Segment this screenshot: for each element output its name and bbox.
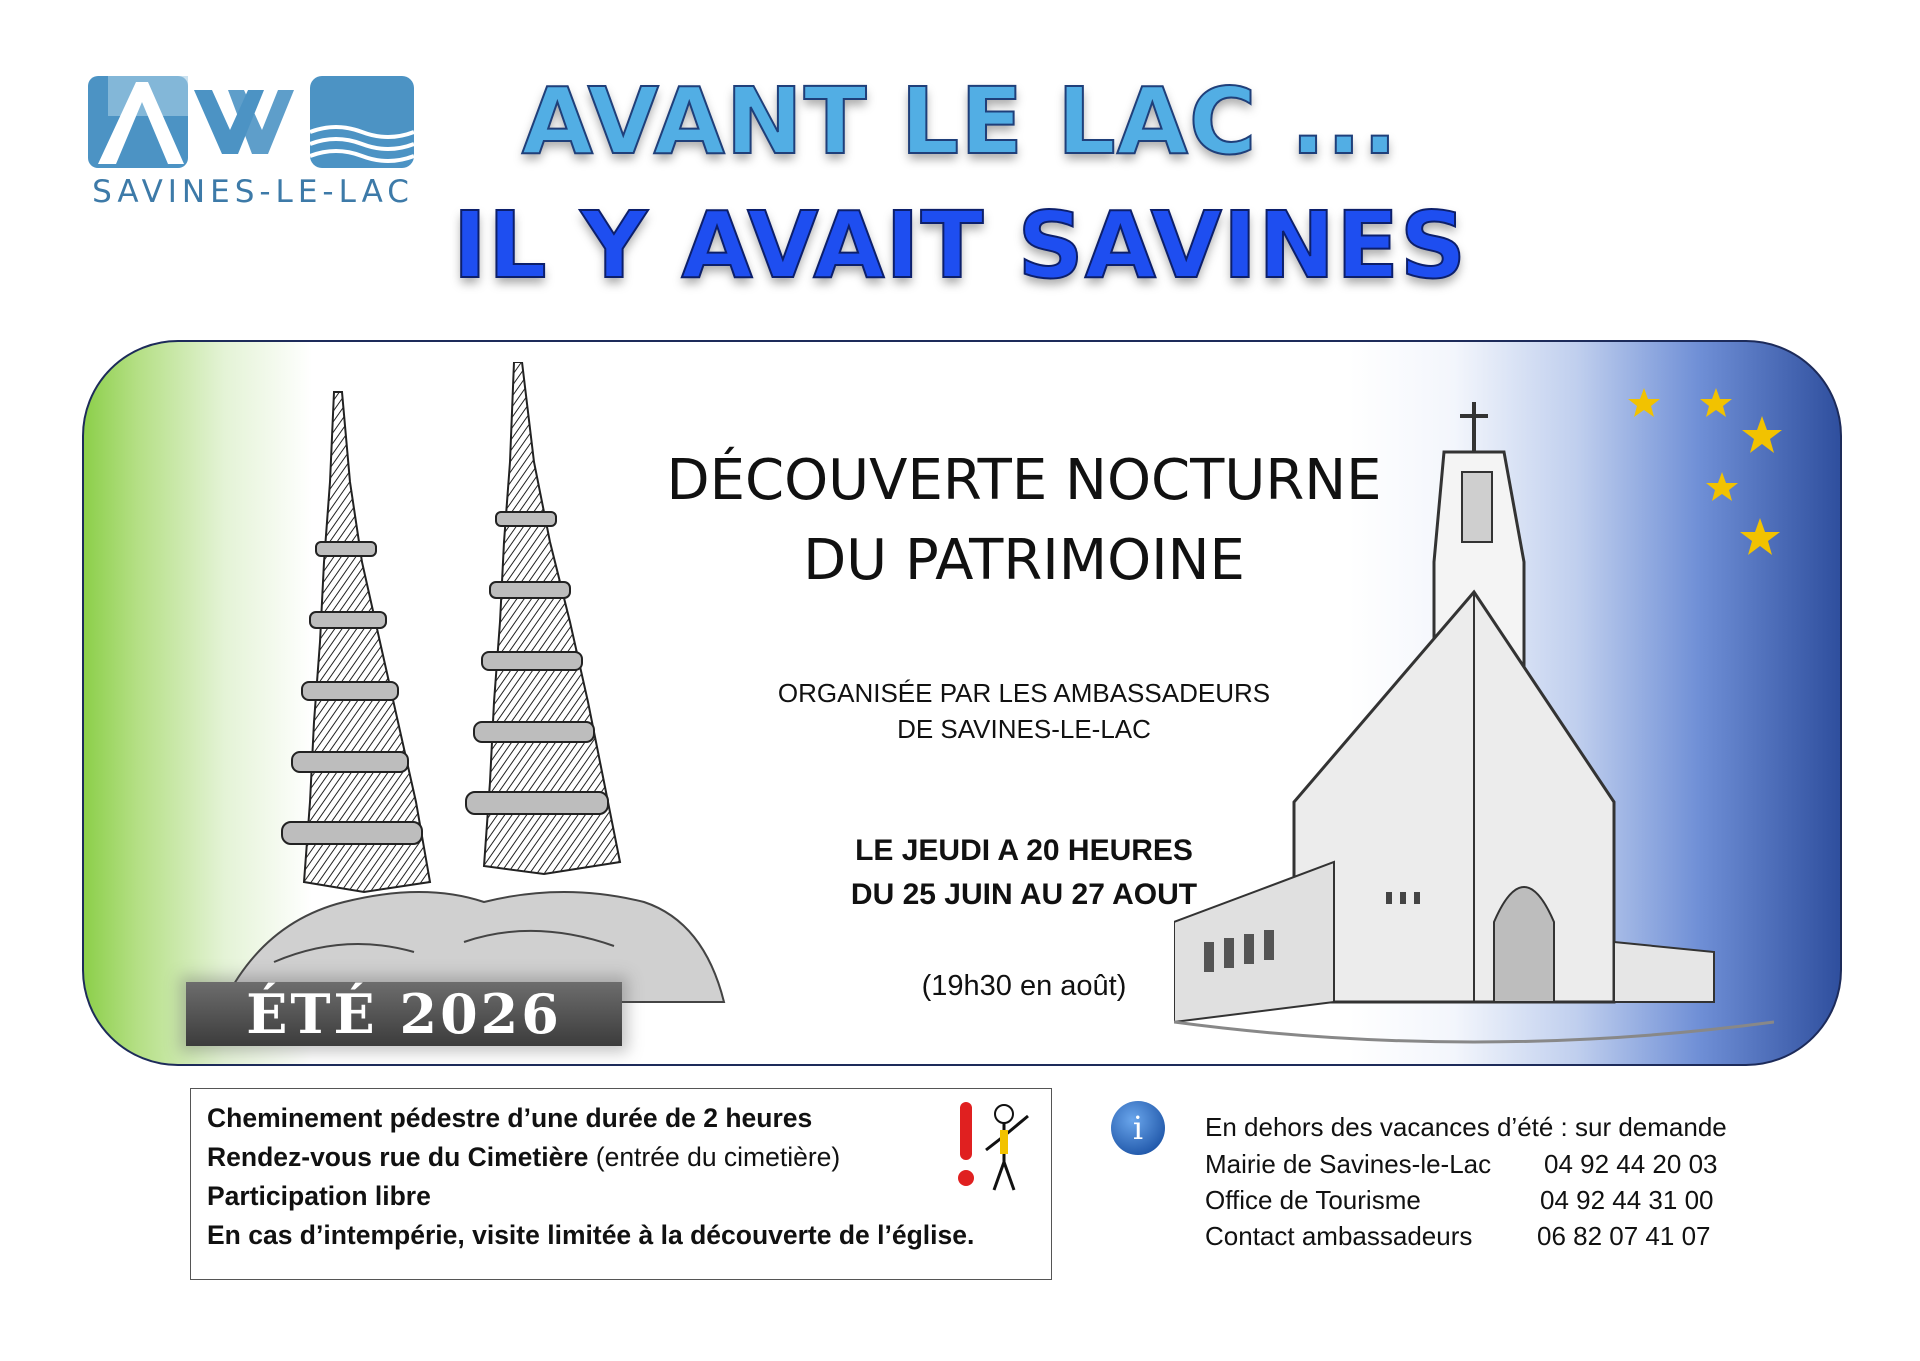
discovery-title-line2: DU PATRIMOINE [803, 528, 1245, 593]
contact-phone-tourisme: 04 92 44 31 00 [1540, 1185, 1714, 1215]
contact-phone-ambassadeurs: 06 82 07 41 07 [1537, 1221, 1711, 1251]
meeting-point-label: Rendez-vous rue du Cimetière [207, 1142, 589, 1172]
info-meeting-point [207, 1142, 840, 1173]
info-walk-duration: Cheminement pédestre d’une durée de 2 heures [207, 1103, 813, 1133]
info-participation: Participation libre [207, 1181, 431, 1211]
practical-info-box [190, 1088, 1052, 1280]
contact-label-mairie: Mairie de Savines-le-Lac [1205, 1149, 1492, 1179]
event-banner [82, 340, 1842, 1066]
event-date-line2: DU 25 JUIN AU 27 AOUT [850, 878, 1198, 911]
star-icon [1624, 382, 1834, 582]
info-bad-weather: En cas d’intempérie, visite limitée à la découverte de l’église. [207, 1220, 975, 1250]
main-title-line2: IL Y AVAIT SAVINES [452, 192, 1468, 299]
contact-label-ambassadeurs: Contact ambassadeurs [1205, 1221, 1473, 1251]
contact-label-tourisme: Office de Tourisme [1205, 1185, 1421, 1215]
exclamation-figure-icon [950, 1096, 1040, 1196]
logo-text: SAVINES-LE-LAC [92, 174, 414, 210]
discovery-title-line1: DÉCOUVERTE NOCTURNE [666, 448, 1382, 513]
info-symbol: i [1132, 1109, 1144, 1147]
meeting-point-detail: (entrée du cimetière) [588, 1142, 841, 1172]
info-icon [1110, 1100, 1166, 1156]
organizer-line1: ORGANISÉE PAR LES AMBASSADEURS [777, 678, 1271, 708]
ete-year-label: ÉTÉ 2026 [246, 982, 562, 1046]
main-title-line1: AVANT LE LAC ... [521, 68, 1399, 175]
contact-phone-mairie: 04 92 44 20 03 [1544, 1149, 1718, 1179]
event-date-line1: LE JEUDI A 20 HEURES [855, 834, 1193, 867]
organizer-line2: DE SAVINES-LE-LAC [897, 714, 1151, 744]
august-time-note: (19h30 en août) [921, 970, 1127, 1002]
contact-header: En dehors des vacances d’été : sur demande [1205, 1112, 1727, 1142]
